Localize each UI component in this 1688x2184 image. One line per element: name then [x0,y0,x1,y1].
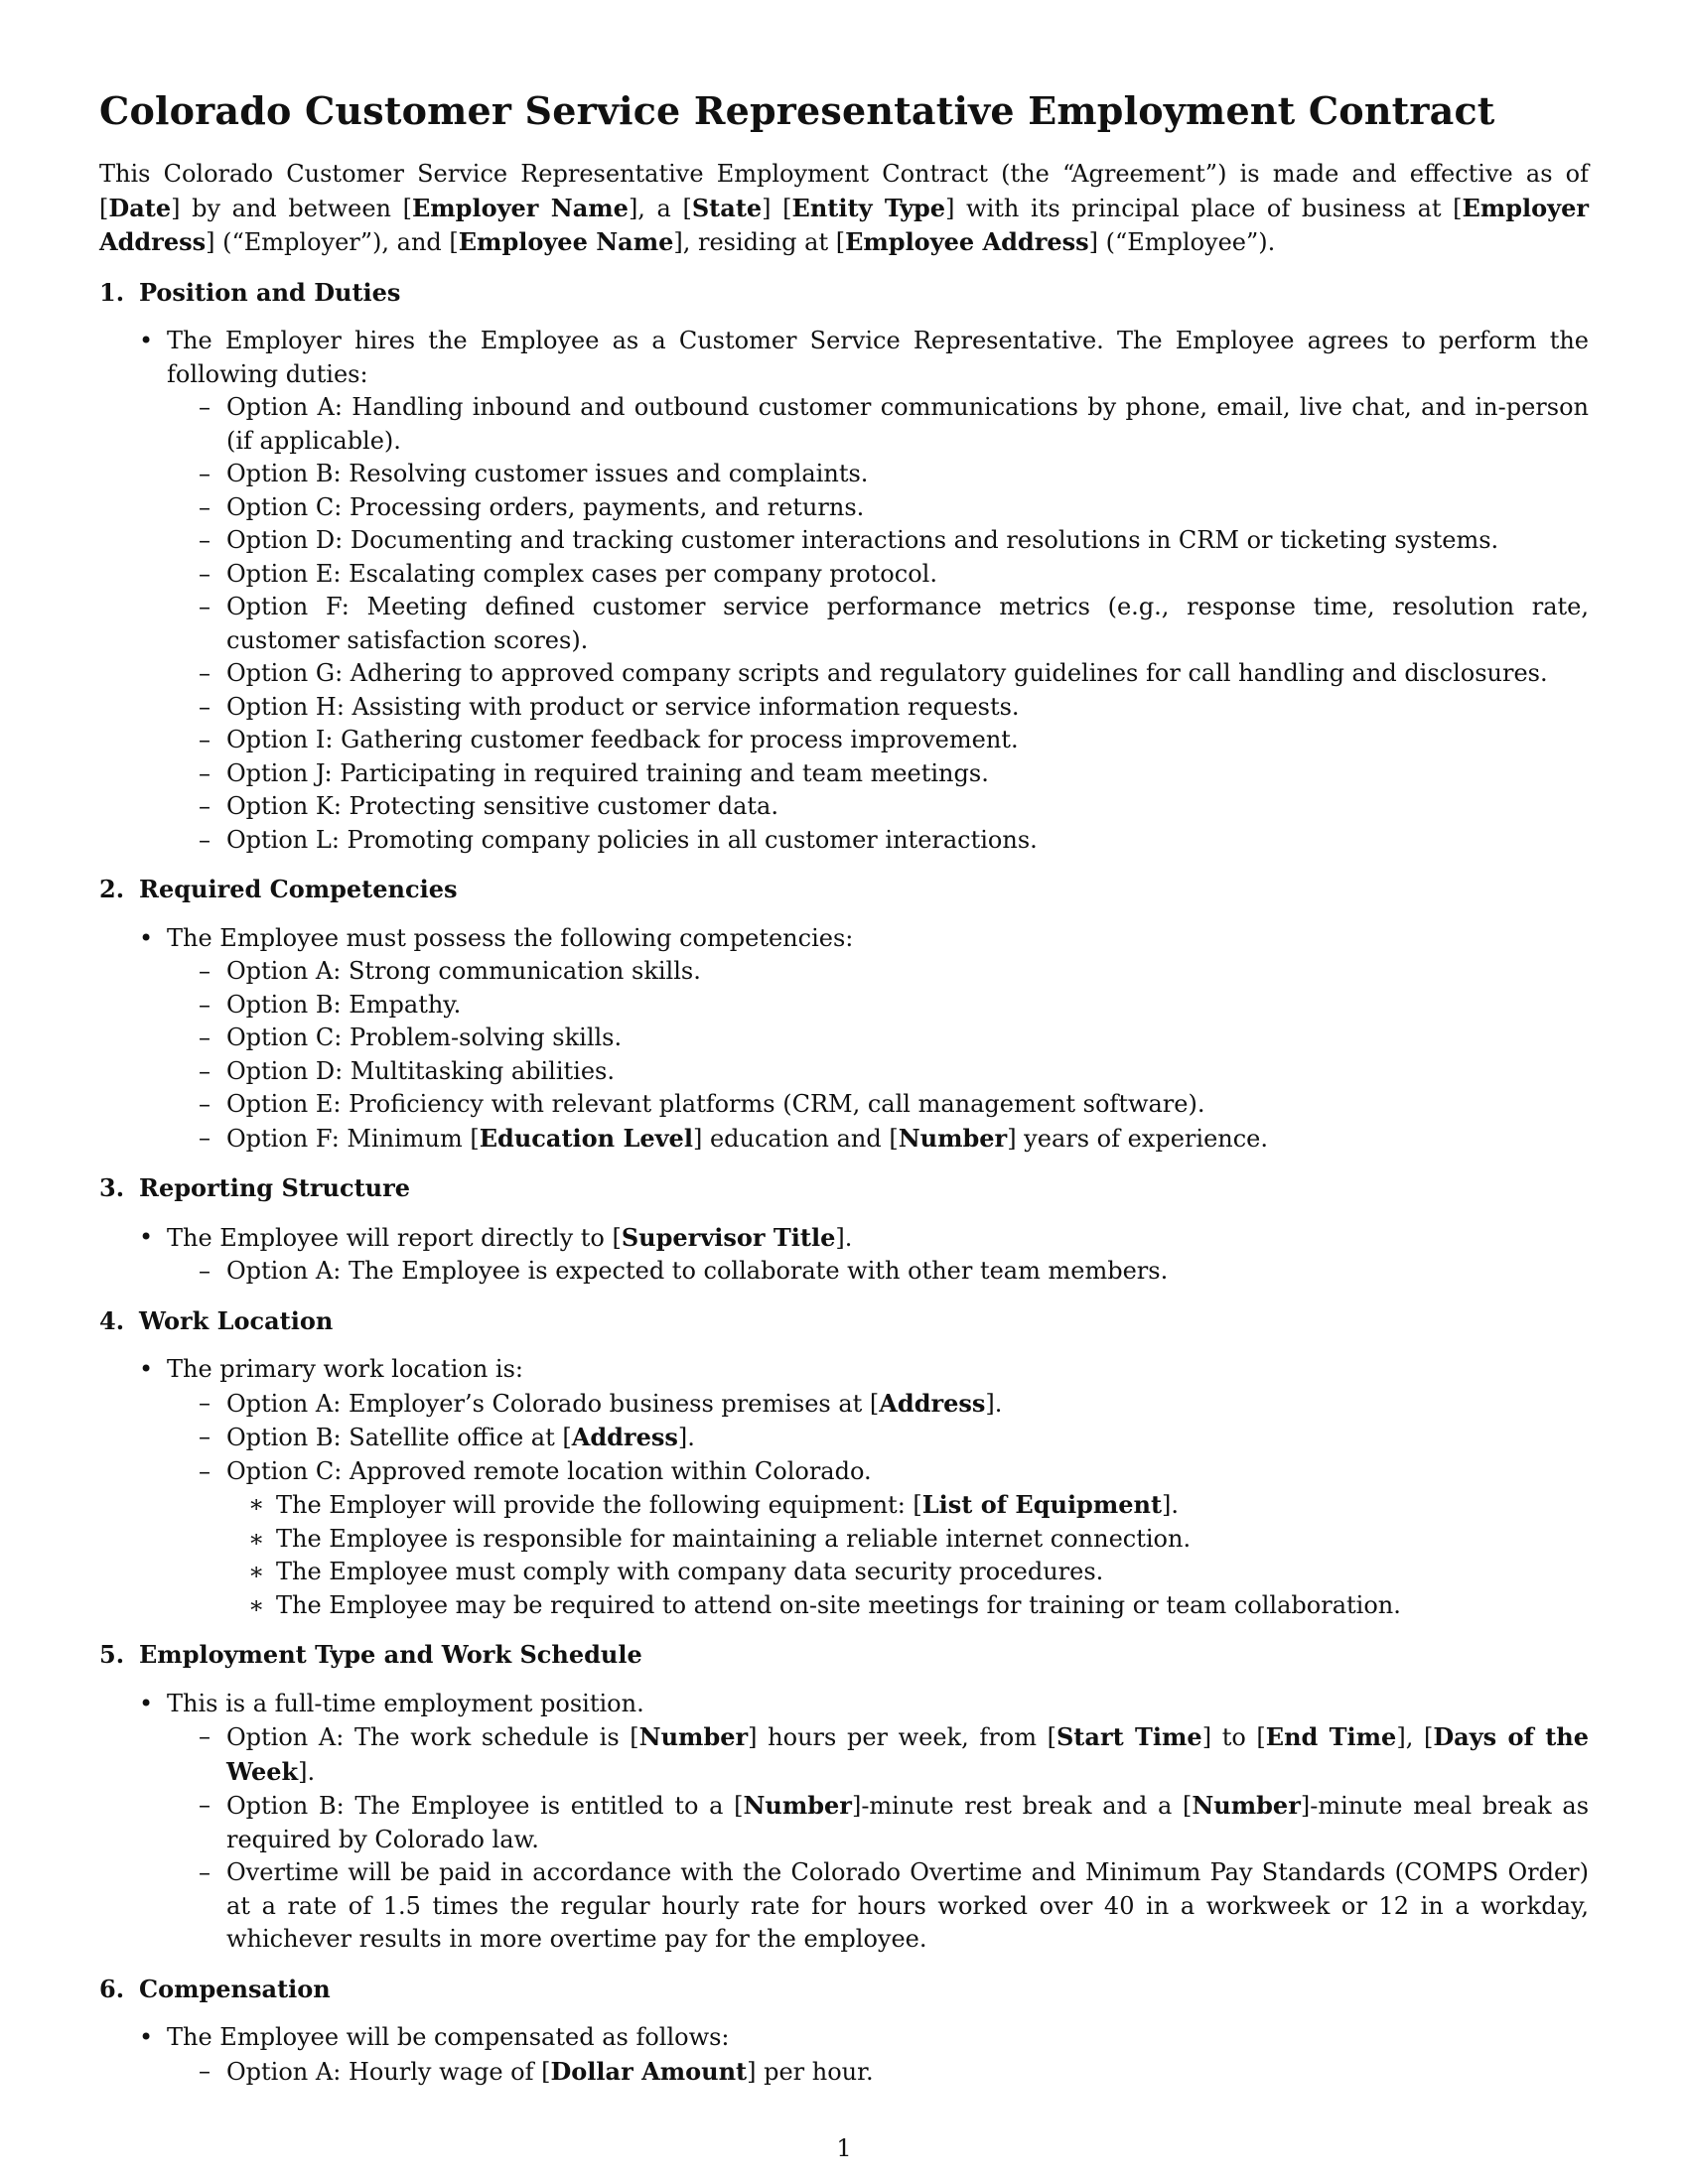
section-number: 1. [99,277,125,307]
option-text-part: ]. [985,1389,1003,1418]
placeholder-employer-address: Employer Address [99,193,1589,256]
dash-marker: – [199,1388,211,1417]
placeholder-end-time: End Time [1265,1722,1397,1751]
option-text [226,2055,1589,2090]
section-heading [99,276,1589,310]
star-marker: ∗ [248,1558,265,1585]
option-item [199,1421,1589,1455]
dash-marker: – [199,792,211,820]
dash-marker: – [199,659,211,687]
dash-marker: – [199,825,211,854]
sub-text-part: The Employer will provide the following equipment: [ [276,1491,922,1519]
section-position-duties [99,276,1589,858]
sub-text-part: ]. [1162,1491,1180,1519]
option-item [199,757,1589,791]
placeholder-number: Number [1192,1791,1301,1820]
placeholder-supervisor-title: Supervisor Title [621,1222,836,1252]
bullet-marker: • [139,1222,154,1251]
document-title: Colorado Customer Service Representative Employment Contract [99,88,1495,133]
option-text-part: ]-minute meal break as required by Colorado law. [226,1792,1590,1853]
option-text-part: Option A: Employer’s Colorado business premises at [ [226,1389,880,1418]
option-item [199,1122,1589,1157]
section-heading [99,1638,1589,1672]
section-work-location [99,1304,1589,1623]
placeholder-employer-name: Employer Name [411,193,629,222]
option-item [199,1387,1589,1422]
option-text-part: ] years of experience. [1007,1124,1269,1153]
option-text-part: ]. [677,1424,695,1451]
option-item [199,657,1589,691]
section-number: 2. [99,875,125,903]
option-item [199,1856,1589,1957]
section-reporting-structure [99,1171,1589,1289]
sub-item-text [276,1488,1589,1523]
option-text: Option D: Multitasking abilities. [226,1056,615,1085]
option-item [199,1022,1589,1055]
dash-marker: – [199,460,211,487]
sub-item [248,1523,1589,1557]
sub-item [248,1589,1589,1623]
option-text [226,1387,1589,1422]
dash-marker: – [199,990,211,1019]
sub-item [248,1556,1589,1589]
option-text [226,1122,1589,1157]
dash-marker: – [199,1858,211,1886]
option-item [199,724,1589,757]
placeholder-address: Address [879,1388,986,1418]
option-text: Option K: Protecting sensitive customer data. [226,792,778,820]
dash-marker: – [199,559,211,588]
dash-marker: – [199,726,211,753]
bullet-text [167,1221,1589,1256]
option-item [199,955,1589,989]
page-number: 1 [836,2134,852,2162]
dash-marker: – [199,593,211,620]
option-text [226,1789,1589,1856]
section-heading [99,873,1589,906]
option-text: Option E: Proficiency with relevant platforms (CRM, call management software). [226,1090,1205,1118]
option-text: Overtime will be paid in accordance with the Colorado Overtime and Minimum Pay Standards (COMPS Order) at a rate of 1.5 times the regular hourly rate for hours worked over 40 in a workweek or 12 in a workday, whichever results in more overtime pay for the employee. [226,1858,1589,1953]
option-text: Option D: Documenting and tracking customer interactions and resolutions in CRM or ticketing systems. [226,526,1499,554]
option-item [199,1720,1589,1789]
star-marker: ∗ [248,1590,265,1619]
sub-item-text: The Employee may be required to attend on-site meetings for training or team collaboration. [276,1590,1401,1619]
section-title: Position and Duties [139,277,401,307]
option-text: Option A: The Employee is expected to collaborate with other team members. [226,1257,1169,1285]
intro-paragraph [99,158,1589,260]
option-text-part: ]. [298,1757,316,1786]
option-text-part: ] to [ [1201,1723,1266,1751]
section-title: Reporting Structure [139,1173,411,1202]
option-text: Option G: Adhering to approved company scripts and regulatory guidelines for call handling and disclosures. [226,659,1548,687]
option-text: Option E: Escalating complex cases per company protocol. [226,559,937,588]
intro-text: ], residing at [ [673,228,846,256]
section-required-competencies [99,873,1589,1156]
option-text: Option A: Handling inbound and outbound customer communications by phone, email, live chat, and in-person (if applicable). [226,393,1589,455]
option-item [199,591,1589,657]
sub-item-text: The Employee is responsible for maintaining a reliable internet connection. [276,1524,1192,1553]
dash-marker: – [199,1056,211,1085]
bullet-text: The Employer hires the Employee as a Customer Service Representative. The Employee agrees to perform the following duties: [167,327,1589,388]
dash-marker: – [199,1791,211,1819]
bullet-text: This is a full-time employment position. [167,1689,644,1717]
bullet-item [139,325,1589,391]
bullet-marker: • [139,923,154,952]
intro-text: ] (“Employer”), and [ [206,228,459,256]
section-title: Work Location [139,1305,334,1335]
intro-text: ], a [ [628,194,692,222]
dash-marker: – [199,526,211,554]
placeholder-days-of-week: Days of the Week [226,1722,1590,1786]
option-text: Option C: Approved remote location within Colorado. [226,1456,872,1485]
placeholder-start-time: Start Time [1055,1722,1202,1751]
option-text-part: Option A: Hourly wage of [ [226,2057,551,2086]
bullet-item [139,1688,1589,1721]
section-heading [99,1304,1589,1338]
section-heading [99,1171,1589,1205]
intro-text: ] [ [762,194,792,222]
sub-item [248,1488,1589,1523]
option-text-part: ]-minute rest break and a [ [851,1792,1193,1820]
option-item [199,391,1589,458]
section-number: 6. [99,1974,125,2003]
option-item [199,1255,1589,1289]
option-text: Option B: Empathy. [226,990,462,1019]
contract-page [99,84,1589,2105]
bullet-text: The Employee must possess the following competencies: [167,923,854,952]
intro-text: This Colorado Customer Service Representative Employment Contract (the “Agreement”) is made and effective as of [ [99,160,1589,222]
bullet-text-part: ]. [835,1223,853,1252]
section-title: Employment Type and Work Schedule [139,1640,642,1669]
bullet-marker: • [139,2023,154,2051]
placeholder-education-level: Education Level [479,1123,693,1153]
bullet-item [139,1221,1589,1256]
option-text-part: Option B: Satellite office at [ [226,1424,572,1451]
dash-marker: – [199,758,211,787]
option-text-part: Option B: The Employee is entitled to a [ [226,1792,744,1820]
bullet-text-part: The Employee will report directly to [ [167,1223,622,1252]
placeholder-employee-name: Employee Name [458,227,674,256]
option-text [226,1720,1589,1789]
placeholder-list-of-equipment: List of Equipment [921,1490,1163,1519]
dash-marker: – [199,393,211,421]
option-item [199,1789,1589,1856]
option-item [199,1088,1589,1122]
bullet-marker: • [139,1689,154,1717]
section-number: 4. [99,1305,125,1335]
dash-marker: – [199,692,211,721]
bullet-marker: • [139,327,154,354]
dash-marker: – [199,492,211,521]
intro-text: ] (“Employee”). [1088,228,1276,256]
section-compensation [99,1973,1589,2090]
option-text: Option F: Meeting defined customer service performance metrics (e.g., response time, resolution rate, customer satisfaction scores). [226,593,1589,654]
dash-marker: – [199,1123,211,1152]
placeholder-dollar-amount: Dollar Amount [550,2056,748,2086]
star-marker: ∗ [248,1524,265,1553]
option-item [199,691,1589,725]
option-item [199,558,1589,592]
option-text: Option C: Problem-solving skills. [226,1024,623,1051]
placeholder-entity-type: Entity Type [791,193,946,222]
dash-marker: – [199,1090,211,1118]
placeholder-number: Number [743,1791,852,1820]
option-item [199,458,1589,491]
dash-marker: – [199,1257,211,1285]
bullet-item [139,2021,1589,2055]
placeholder-number: Number [638,1722,749,1751]
placeholder-address: Address [571,1423,678,1451]
placeholder-number: Number [898,1123,1008,1153]
option-text: Option C: Processing orders, payments, and returns. [226,492,865,521]
dash-marker: – [199,1423,211,1450]
dash-marker: – [199,1024,211,1051]
section-title: Required Competencies [139,875,458,903]
bullet-text: The primary work location is: [167,1355,523,1383]
section-heading [99,1973,1589,2006]
star-marker: ∗ [248,1490,265,1518]
section-number: 3. [99,1173,125,1202]
option-text [226,1421,1589,1455]
intro-text: ] by and between [ [171,194,412,222]
option-item [199,491,1589,525]
placeholder-state: State [691,193,763,222]
section-title: Compensation [139,1974,331,2003]
option-item [199,790,1589,824]
option-text: Option H: Assisting with product or service information requests. [226,692,1020,721]
option-item [199,1455,1589,1489]
dash-marker: – [199,957,211,985]
option-text-part: ] education and [ [692,1124,899,1153]
option-text: Option L: Promoting company policies in all customer interactions. [226,825,1038,854]
dash-marker: – [199,1722,211,1750]
option-text: Option B: Resolving customer issues and complaints. [226,460,869,487]
option-text-part: Option A: The work schedule is [ [226,1723,639,1751]
option-item [199,2055,1589,2090]
option-item [199,524,1589,558]
intro-text: ] with its principal place of business at [ [945,194,1463,222]
option-item [199,989,1589,1023]
sub-item-text: The Employee must comply with company data security procedures. [276,1558,1104,1585]
option-text: Option I: Gathering customer feedback for process improvement. [226,726,1019,753]
option-text-part: Option F: Minimum [ [226,1124,480,1153]
section-number: 5. [99,1640,125,1669]
bullet-item [139,1353,1589,1387]
section-employment-type-schedule [99,1638,1589,1957]
option-item [199,824,1589,858]
placeholder-date: Date [108,193,172,222]
option-text-part: ] hours per week, from [ [748,1723,1056,1751]
option-text-part: ], [ [1396,1723,1434,1751]
option-text: Option A: Strong communication skills. [226,957,701,985]
option-item [199,1055,1589,1089]
dash-marker: – [199,2056,211,2085]
dash-marker: – [199,1456,211,1485]
option-text-part: ] per hour. [747,2057,874,2086]
bullet-item [139,922,1589,956]
option-text: Option J: Participating in required training and team meetings. [226,758,989,787]
placeholder-employee-address: Employee Address [845,227,1089,256]
bullet-marker: • [139,1355,154,1383]
bullet-text: The Employee will be compensated as follows: [167,2023,730,2051]
